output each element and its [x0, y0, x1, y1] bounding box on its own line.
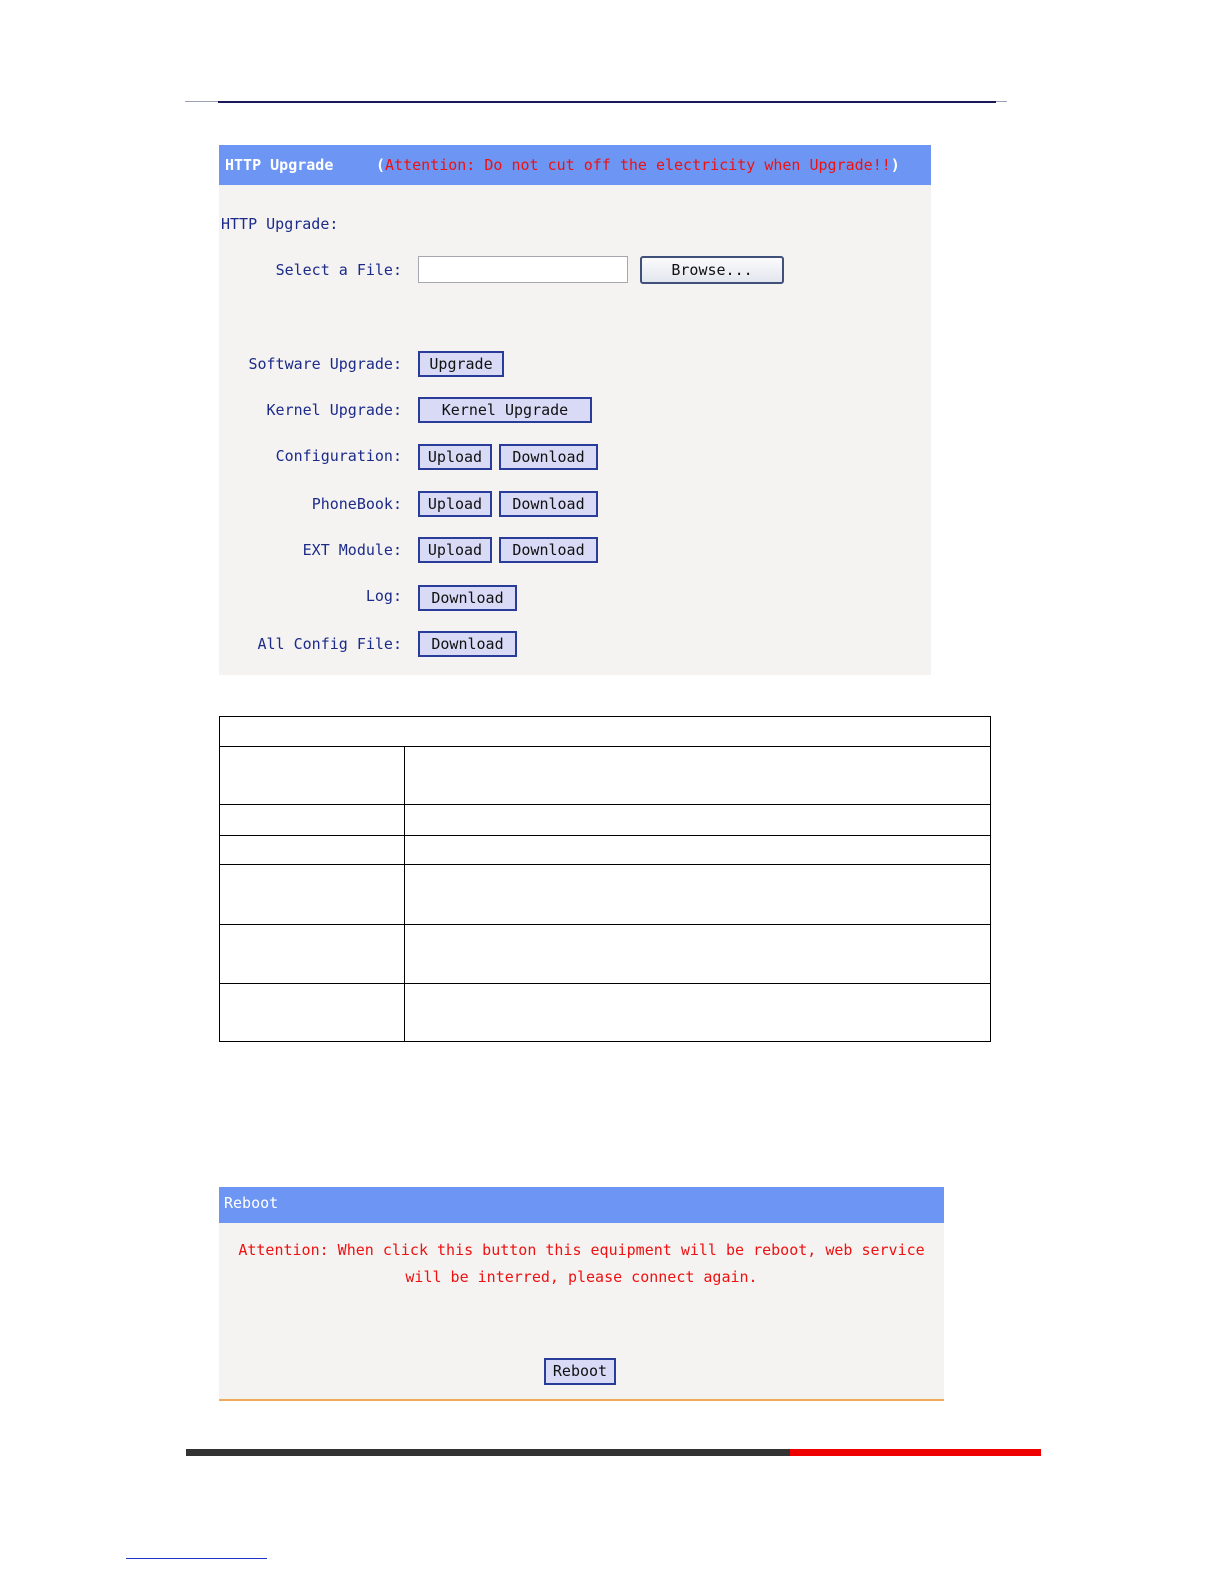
- all-config-download-button[interactable]: Download: [418, 631, 517, 657]
- phonebook-download-button[interactable]: Download: [499, 491, 598, 517]
- upgrade-attention-text: [376, 145, 900, 185]
- http-upgrade-title: HTTP Upgrade: [225, 156, 334, 174]
- reboot-message-line-2: will be interred, please connect again.: [405, 1268, 758, 1286]
- table-row-divider: [220, 864, 990, 865]
- table-row-divider: [220, 746, 990, 747]
- ext-module-download-button[interactable]: Download: [499, 537, 598, 563]
- kernel-upgrade-button[interactable]: Kernel Upgrade: [418, 397, 592, 423]
- http-upgrade-panel: [219, 145, 931, 675]
- ext-module-label: EXT Module:: [302, 541, 402, 559]
- reboot-panel: [219, 1187, 944, 1401]
- all-config-file-label: All Config File:: [257, 635, 402, 653]
- table-column-divider: [404, 746, 405, 1041]
- kernel-upgrade-label: Kernel Upgrade:: [266, 401, 402, 419]
- reboot-attention-message: [219, 1237, 944, 1291]
- reboot-header: [219, 1187, 944, 1223]
- table-row-divider: [220, 983, 990, 984]
- http-upgrade-section-label: HTTP Upgrade:: [221, 215, 339, 233]
- browse-button[interactable]: Browse...: [640, 256, 784, 284]
- configuration-label: Configuration:: [275, 447, 402, 465]
- footer-link-underline: [126, 1558, 267, 1559]
- ext-module-upload-button[interactable]: Upload: [418, 537, 492, 563]
- log-label: Log:: [365, 587, 402, 605]
- attention-message: Attention: Do not cut off the electricity when Upgrade!!: [385, 156, 891, 174]
- table-row-divider: [220, 924, 990, 925]
- phonebook-upload-button[interactable]: Upload: [418, 491, 492, 517]
- attention-close-paren: ): [890, 156, 900, 174]
- reboot-button[interactable]: Reboot: [544, 1358, 616, 1385]
- parameter-table: [219, 716, 991, 1042]
- footer-bar-dark: [186, 1449, 790, 1456]
- log-download-button[interactable]: Download: [418, 585, 517, 611]
- footer-bar-red: [790, 1449, 1041, 1456]
- attention-open-paren: (: [376, 156, 386, 174]
- header-rule: [218, 101, 996, 103]
- software-upgrade-button[interactable]: Upgrade: [418, 351, 504, 377]
- configuration-download-button[interactable]: Download: [499, 444, 598, 470]
- table-row-divider: [220, 835, 990, 836]
- table-row-divider: [220, 804, 990, 805]
- http-upgrade-header: [219, 145, 931, 185]
- select-file-label: Select a File:: [275, 261, 402, 279]
- configuration-upload-button[interactable]: Upload: [418, 444, 492, 470]
- select-file-input[interactable]: [418, 256, 628, 283]
- reboot-message-line-1: Attention: When click this button this equipment will be reboot, web service: [238, 1241, 925, 1259]
- reboot-header-title: Reboot: [224, 1194, 279, 1212]
- phonebook-label: PhoneBook:: [311, 495, 402, 513]
- software-upgrade-label: Software Upgrade:: [248, 355, 402, 373]
